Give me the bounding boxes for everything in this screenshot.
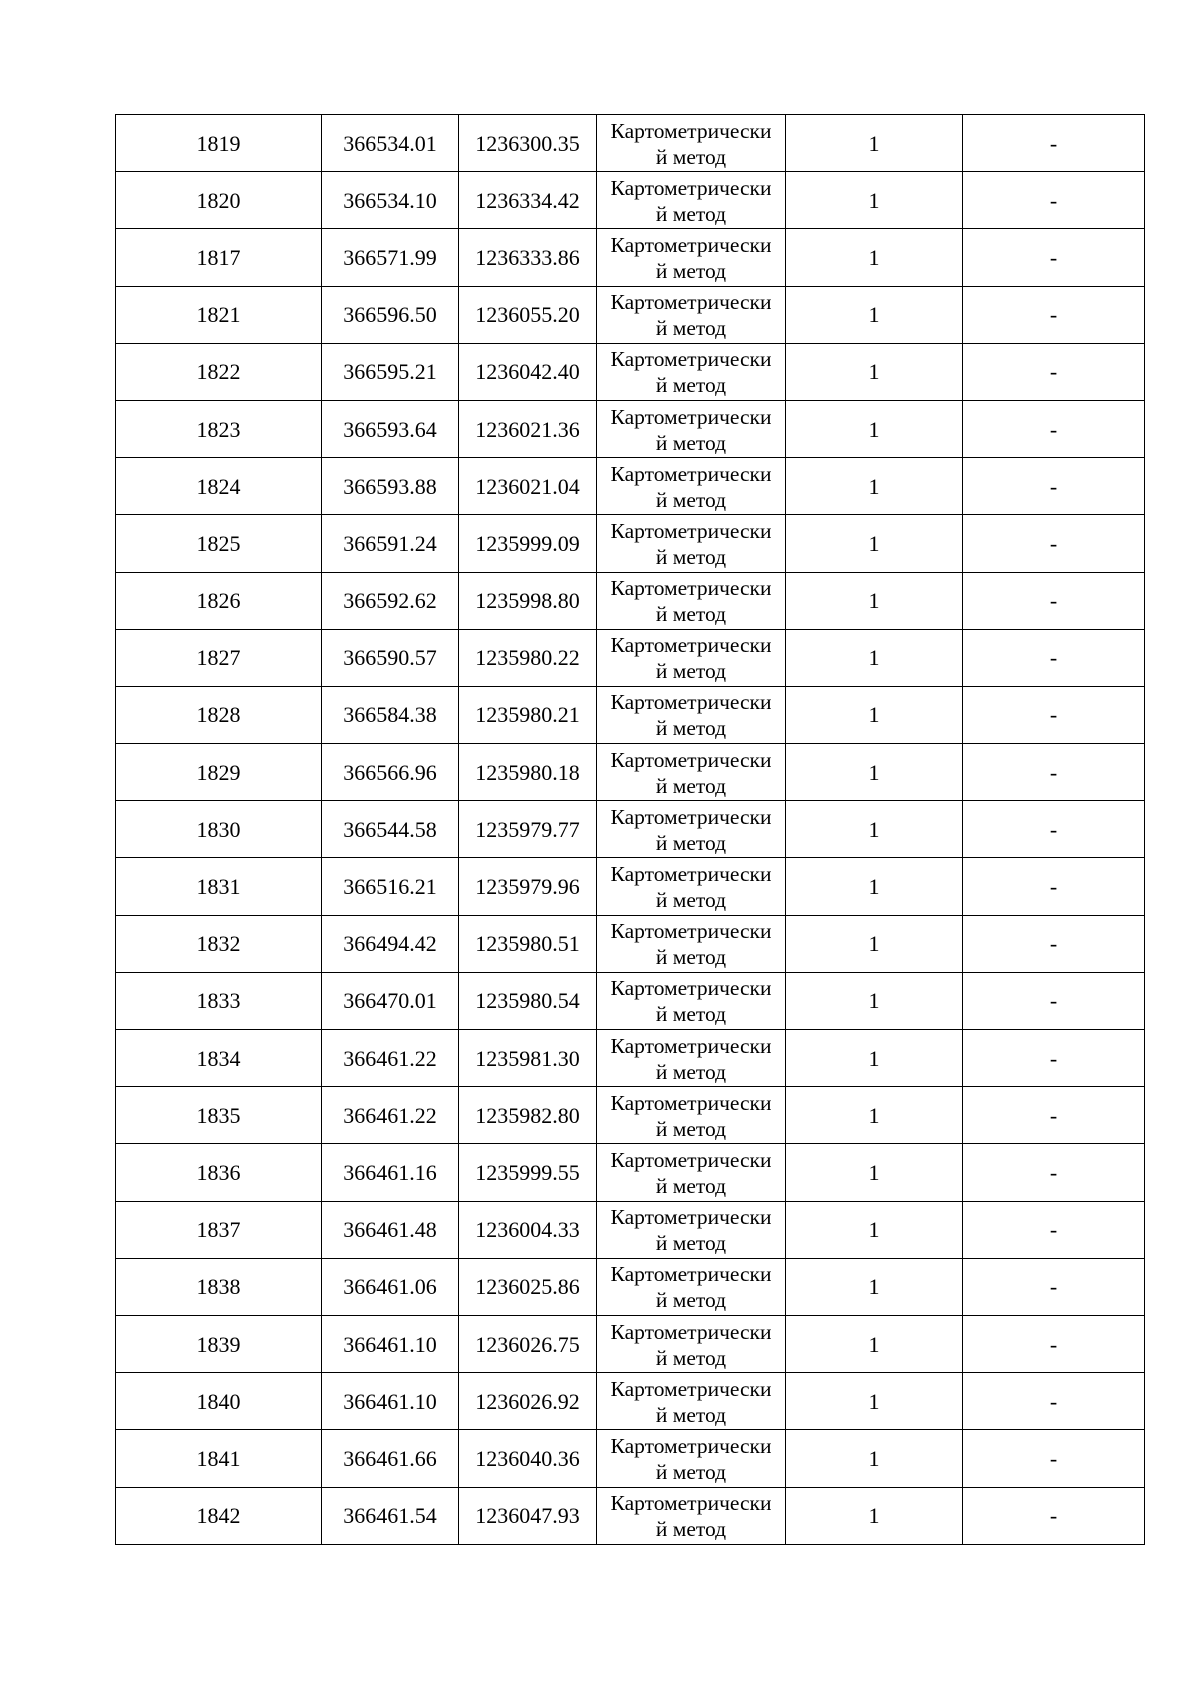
x-coordinate-cell: 366461.06 (322, 1258, 459, 1315)
accuracy-cell: 1 (786, 343, 963, 400)
method-text-line2: й метод (655, 1059, 727, 1084)
method-cell (597, 458, 786, 515)
x-coordinate-cell: 366516.21 (322, 858, 459, 915)
note-cell: - (963, 1144, 1145, 1201)
point-number-cell: 1836 (116, 1144, 322, 1201)
point-number-cell: 1824 (116, 458, 322, 515)
method-text-line2: й метод (655, 830, 727, 855)
y-coordinate-cell: 1236334.42 (459, 172, 597, 229)
point-number-cell: 1842 (116, 1487, 322, 1544)
x-coordinate-cell: 366461.48 (322, 1201, 459, 1258)
accuracy-cell: 1 (786, 1144, 963, 1201)
y-coordinate-cell: 1235982.80 (459, 1087, 597, 1144)
method-text-line1: Картометрически (610, 1147, 772, 1172)
method-text-line2: й метод (655, 602, 727, 627)
x-coordinate-cell: 366592.62 (322, 572, 459, 629)
method-cell (597, 744, 786, 801)
method-cell (597, 400, 786, 457)
method-text-line2: й метод (655, 1345, 727, 1370)
y-coordinate-cell: 1236025.86 (459, 1258, 597, 1315)
point-number-cell: 1828 (116, 686, 322, 743)
table-row (116, 1487, 1145, 1544)
point-number-cell: 1819 (116, 115, 322, 172)
table-row (116, 1087, 1145, 1144)
table-row (116, 286, 1145, 343)
y-coordinate-cell: 1236042.40 (459, 343, 597, 400)
method-text-line2: й метод (655, 1002, 727, 1027)
method-text-line2: й метод (655, 373, 727, 398)
x-coordinate-cell: 366461.22 (322, 1030, 459, 1087)
y-coordinate-cell: 1236021.04 (459, 458, 597, 515)
y-coordinate-cell: 1236300.35 (459, 115, 597, 172)
note-cell: - (963, 801, 1145, 858)
table-row (116, 1315, 1145, 1372)
point-number-cell: 1833 (116, 972, 322, 1029)
method-cell (597, 915, 786, 972)
note-cell: - (963, 343, 1145, 400)
point-number-cell: 1832 (116, 915, 322, 972)
method-text-line2: й метод (655, 316, 727, 341)
method-text-line1: Картометрически (610, 118, 772, 143)
method-text-line2: й метод (655, 430, 727, 455)
accuracy-cell: 1 (786, 858, 963, 915)
point-number-cell: 1822 (116, 343, 322, 400)
method-cell (597, 1087, 786, 1144)
accuracy-cell: 1 (786, 115, 963, 172)
table-row (116, 572, 1145, 629)
note-cell: - (963, 400, 1145, 457)
method-text-line1: Картометрически (610, 404, 772, 429)
x-coordinate-cell: 366595.21 (322, 343, 459, 400)
method-text-line2: й метод (655, 1116, 727, 1141)
method-text-line2: й метод (655, 258, 727, 283)
method-text-line2: й метод (655, 487, 727, 512)
method-text-line1: Картометрически (610, 690, 772, 715)
x-coordinate-cell: 366590.57 (322, 629, 459, 686)
table-row (116, 801, 1145, 858)
point-number-cell: 1825 (116, 515, 322, 572)
method-cell (597, 572, 786, 629)
y-coordinate-cell: 1235980.51 (459, 915, 597, 972)
method-text-line1: Картометрически (610, 175, 772, 200)
method-cell (597, 629, 786, 686)
method-text-line1: Картометрически (610, 232, 772, 257)
method-text-line1: Картометрически (610, 919, 772, 944)
table-row (116, 1201, 1145, 1258)
method-cell (597, 1315, 786, 1372)
method-text-line2: й метод (655, 773, 727, 798)
x-coordinate-cell: 366461.10 (322, 1315, 459, 1372)
x-coordinate-cell: 366461.10 (322, 1373, 459, 1430)
x-coordinate-cell: 366593.64 (322, 400, 459, 457)
point-number-cell: 1839 (116, 1315, 322, 1372)
method-text-line2: й метод (655, 1402, 727, 1427)
accuracy-cell: 1 (786, 1258, 963, 1315)
method-cell (597, 972, 786, 1029)
x-coordinate-cell: 366534.01 (322, 115, 459, 172)
x-coordinate-cell: 366534.10 (322, 172, 459, 229)
note-cell: - (963, 1373, 1145, 1430)
method-cell (597, 229, 786, 286)
note-cell: - (963, 1030, 1145, 1087)
accuracy-cell: 1 (786, 915, 963, 972)
point-number-cell: 1834 (116, 1030, 322, 1087)
x-coordinate-cell: 366544.58 (322, 801, 459, 858)
accuracy-cell: 1 (786, 1030, 963, 1087)
method-text-line2: й метод (655, 544, 727, 569)
point-number-cell: 1837 (116, 1201, 322, 1258)
point-number-cell: 1831 (116, 858, 322, 915)
point-number-cell: 1838 (116, 1258, 322, 1315)
method-text-line2: й метод (655, 1517, 727, 1542)
accuracy-cell: 1 (786, 686, 963, 743)
method-text-line1: Картометрически (610, 976, 772, 1001)
method-cell (597, 1144, 786, 1201)
accuracy-cell: 1 (786, 515, 963, 572)
accuracy-cell: 1 (786, 172, 963, 229)
accuracy-cell: 1 (786, 572, 963, 629)
y-coordinate-cell: 1235980.54 (459, 972, 597, 1029)
y-coordinate-cell: 1236333.86 (459, 229, 597, 286)
accuracy-cell: 1 (786, 629, 963, 686)
x-coordinate-cell: 366584.38 (322, 686, 459, 743)
method-text-line1: Картометрически (610, 1376, 772, 1401)
table-row (116, 1144, 1145, 1201)
accuracy-cell: 1 (786, 1373, 963, 1430)
note-cell: - (963, 1201, 1145, 1258)
table-row (116, 915, 1145, 972)
table-row (116, 172, 1145, 229)
accuracy-cell: 1 (786, 972, 963, 1029)
method-cell (597, 1487, 786, 1544)
method-cell (597, 1258, 786, 1315)
note-cell: - (963, 1315, 1145, 1372)
method-cell (597, 858, 786, 915)
x-coordinate-cell: 366571.99 (322, 229, 459, 286)
method-text-line1: Картометрически (610, 576, 772, 601)
point-number-cell: 1840 (116, 1373, 322, 1430)
note-cell: - (963, 1087, 1145, 1144)
method-text-line1: Картометрически (610, 804, 772, 829)
method-cell (597, 801, 786, 858)
point-number-cell: 1817 (116, 229, 322, 286)
method-text-line2: й метод (655, 888, 727, 913)
y-coordinate-cell: 1236026.75 (459, 1315, 597, 1372)
method-cell (597, 1201, 786, 1258)
table-row (116, 1258, 1145, 1315)
point-number-cell: 1829 (116, 744, 322, 801)
note-cell: - (963, 1487, 1145, 1544)
method-text-line1: Картометрически (610, 290, 772, 315)
x-coordinate-cell: 366461.66 (322, 1430, 459, 1487)
table-row (116, 515, 1145, 572)
y-coordinate-cell: 1236040.36 (459, 1430, 597, 1487)
method-cell (597, 1030, 786, 1087)
table-row (116, 458, 1145, 515)
note-cell: - (963, 858, 1145, 915)
method-text-line2: й метод (655, 716, 727, 741)
table-row (116, 400, 1145, 457)
note-cell: - (963, 1430, 1145, 1487)
y-coordinate-cell: 1235980.22 (459, 629, 597, 686)
note-cell: - (963, 744, 1145, 801)
method-cell (597, 115, 786, 172)
point-number-cell: 1827 (116, 629, 322, 686)
x-coordinate-cell: 366593.88 (322, 458, 459, 515)
point-number-cell: 1820 (116, 172, 322, 229)
accuracy-cell: 1 (786, 801, 963, 858)
method-text-line1: Картометрически (610, 347, 772, 372)
y-coordinate-cell: 1236047.93 (459, 1487, 597, 1544)
method-text-line1: Картометрически (610, 518, 772, 543)
point-number-cell: 1823 (116, 400, 322, 457)
accuracy-cell: 1 (786, 400, 963, 457)
x-coordinate-cell: 366494.42 (322, 915, 459, 972)
table-row (116, 1030, 1145, 1087)
method-text-line2: й метод (655, 201, 727, 226)
table-row (116, 744, 1145, 801)
method-text-line1: Картометрически (610, 461, 772, 486)
x-coordinate-cell: 366591.24 (322, 515, 459, 572)
x-coordinate-cell: 366470.01 (322, 972, 459, 1029)
note-cell: - (963, 629, 1145, 686)
note-cell: - (963, 286, 1145, 343)
note-cell: - (963, 1258, 1145, 1315)
y-coordinate-cell: 1235981.30 (459, 1030, 597, 1087)
y-coordinate-cell: 1235980.18 (459, 744, 597, 801)
note-cell: - (963, 229, 1145, 286)
method-text-line2: й метод (655, 1173, 727, 1198)
accuracy-cell: 1 (786, 229, 963, 286)
point-number-cell: 1821 (116, 286, 322, 343)
table-row (116, 629, 1145, 686)
method-text-line2: й метод (655, 1288, 727, 1313)
note-cell: - (963, 458, 1145, 515)
table-row (116, 343, 1145, 400)
point-number-cell: 1830 (116, 801, 322, 858)
method-text-line1: Картометрически (610, 1491, 772, 1516)
method-cell (597, 1430, 786, 1487)
method-text-line1: Картометрически (610, 1090, 772, 1115)
note-cell: - (963, 915, 1145, 972)
accuracy-cell: 1 (786, 1487, 963, 1544)
y-coordinate-cell: 1236055.20 (459, 286, 597, 343)
method-text-line1: Картометрически (610, 1205, 772, 1230)
table-row (116, 115, 1145, 172)
method-cell (597, 1373, 786, 1430)
method-cell (597, 172, 786, 229)
note-cell: - (963, 515, 1145, 572)
table-body (116, 115, 1145, 1545)
y-coordinate-cell: 1235979.77 (459, 801, 597, 858)
table-row (116, 229, 1145, 286)
note-cell: - (963, 172, 1145, 229)
y-coordinate-cell: 1236021.36 (459, 400, 597, 457)
method-text-line2: й метод (655, 1231, 727, 1256)
method-text-line1: Картометрически (610, 633, 772, 658)
x-coordinate-cell: 366461.16 (322, 1144, 459, 1201)
accuracy-cell: 1 (786, 286, 963, 343)
y-coordinate-cell: 1236004.33 (459, 1201, 597, 1258)
coordinates-table (115, 114, 1145, 1545)
x-coordinate-cell: 366566.96 (322, 744, 459, 801)
y-coordinate-cell: 1235999.55 (459, 1144, 597, 1201)
point-number-cell: 1835 (116, 1087, 322, 1144)
accuracy-cell: 1 (786, 1087, 963, 1144)
y-coordinate-cell: 1235998.80 (459, 572, 597, 629)
method-text-line2: й метод (655, 144, 727, 169)
x-coordinate-cell: 366461.22 (322, 1087, 459, 1144)
method-cell (597, 515, 786, 572)
method-text-line2: й метод (655, 945, 727, 970)
method-text-line1: Картометрически (610, 747, 772, 772)
method-text-line2: й метод (655, 659, 727, 684)
x-coordinate-cell: 366596.50 (322, 286, 459, 343)
method-text-line1: Картометрически (610, 862, 772, 887)
table-row (116, 686, 1145, 743)
accuracy-cell: 1 (786, 744, 963, 801)
accuracy-cell: 1 (786, 458, 963, 515)
x-coordinate-cell: 366461.54 (322, 1487, 459, 1544)
y-coordinate-cell: 1236026.92 (459, 1373, 597, 1430)
table-row (116, 858, 1145, 915)
y-coordinate-cell: 1235980.21 (459, 686, 597, 743)
method-text-line1: Картометрически (610, 1319, 772, 1344)
note-cell: - (963, 572, 1145, 629)
note-cell: - (963, 686, 1145, 743)
method-text-line1: Картометрически (610, 1262, 772, 1287)
y-coordinate-cell: 1235999.09 (459, 515, 597, 572)
accuracy-cell: 1 (786, 1201, 963, 1258)
method-cell (597, 686, 786, 743)
method-text-line2: й метод (655, 1459, 727, 1484)
y-coordinate-cell: 1235979.96 (459, 858, 597, 915)
accuracy-cell: 1 (786, 1315, 963, 1372)
method-text-line1: Картометрически (610, 1433, 772, 1458)
accuracy-cell: 1 (786, 1430, 963, 1487)
method-text-line1: Картометрически (610, 1033, 772, 1058)
method-cell (597, 286, 786, 343)
point-number-cell: 1826 (116, 572, 322, 629)
table-row (116, 1373, 1145, 1430)
note-cell: - (963, 972, 1145, 1029)
table-row (116, 1430, 1145, 1487)
table-row (116, 972, 1145, 1029)
note-cell: - (963, 115, 1145, 172)
point-number-cell: 1841 (116, 1430, 322, 1487)
method-cell (597, 343, 786, 400)
